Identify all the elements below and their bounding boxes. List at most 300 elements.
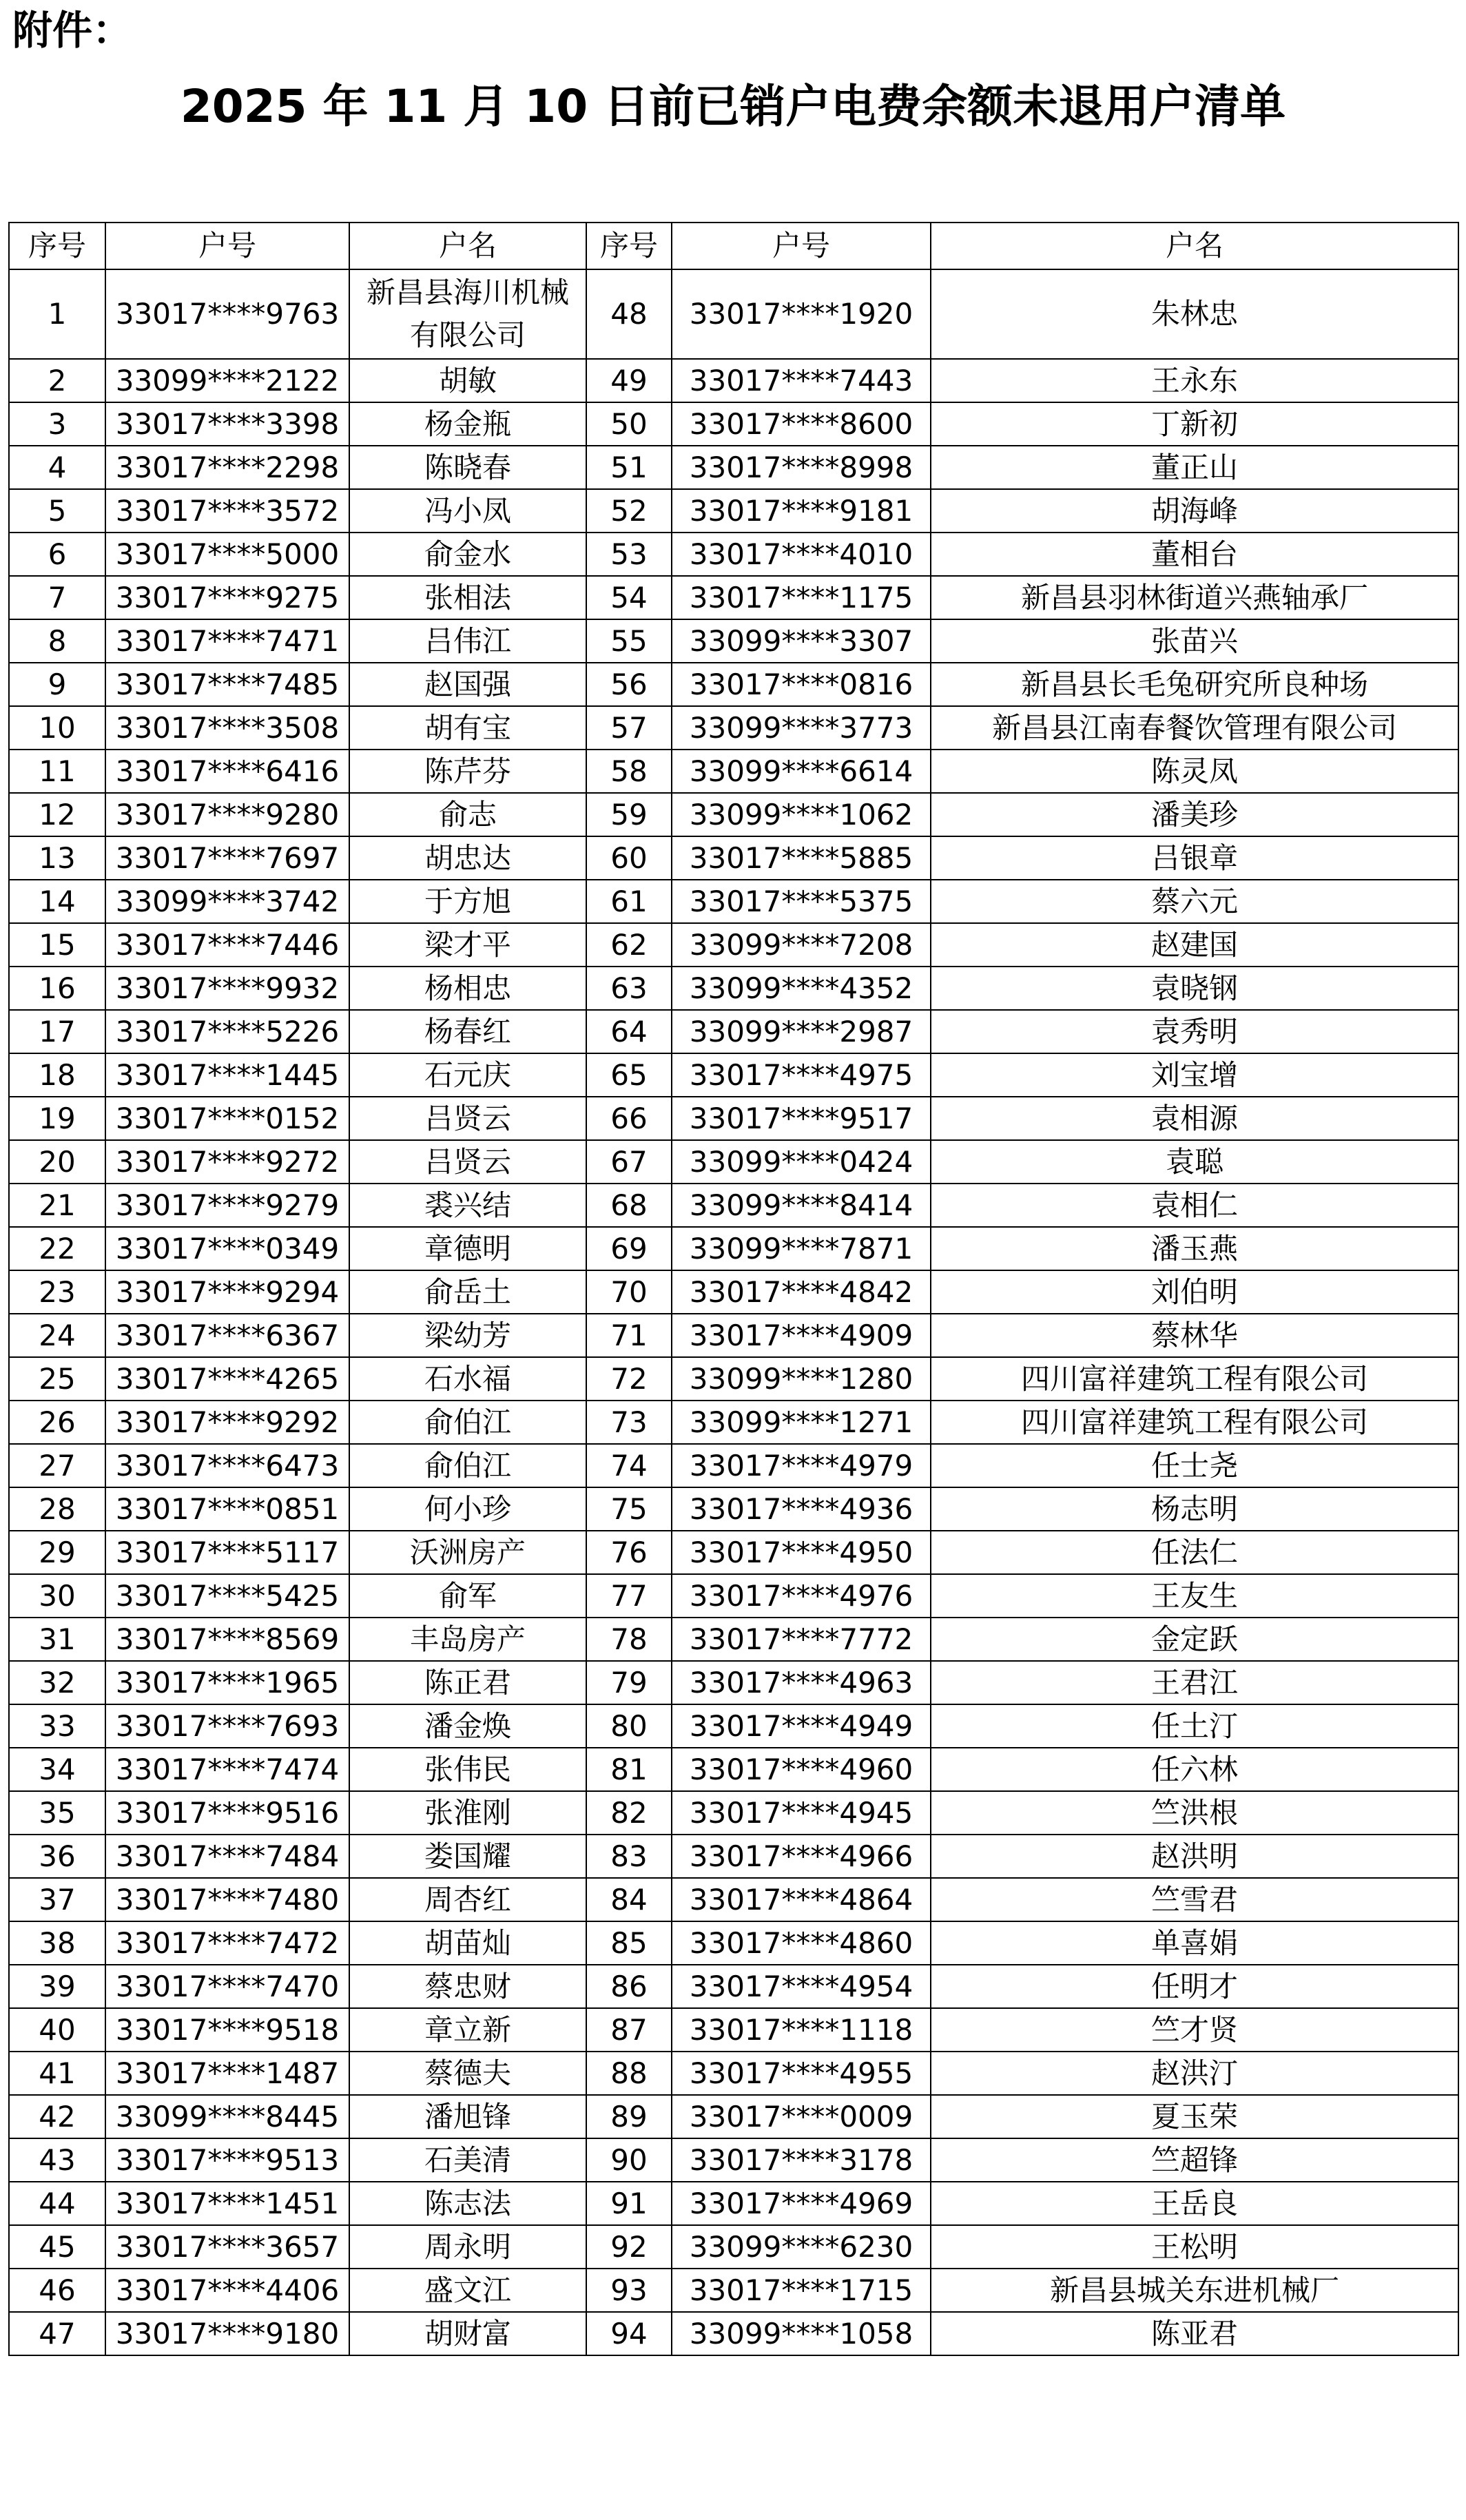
account-no-left-cell: 33017****8569 bbox=[105, 1618, 349, 1661]
account-no-left-cell: 33017****9513 bbox=[105, 2138, 349, 2182]
account-no-left-cell: 33017****1445 bbox=[105, 1053, 349, 1097]
account-name-right-cell: 刘伯明 bbox=[931, 1270, 1458, 1314]
account-no-left-cell: 33017****3657 bbox=[105, 2225, 349, 2269]
seq-right-cell: 72 bbox=[586, 1357, 672, 1401]
table-row bbox=[9, 1748, 1458, 1791]
account-name-right-cell: 潘美珍 bbox=[931, 793, 1458, 836]
account-no-left-cell: 33017****0349 bbox=[105, 1227, 349, 1270]
account-no-left-cell: 33017****7693 bbox=[105, 1704, 349, 1748]
account-name-right-cell: 赵建国 bbox=[931, 923, 1458, 967]
account-no-left-cell: 33017****0152 bbox=[105, 1097, 349, 1140]
account-no-right-cell: 33017****4979 bbox=[672, 1444, 931, 1487]
account-no-left-cell: 33017****1451 bbox=[105, 2182, 349, 2225]
seq-right-cell: 49 bbox=[586, 359, 672, 402]
account-name-left-cell: 俞金水 bbox=[349, 533, 586, 576]
account-no-left-cell: 33017****1487 bbox=[105, 2052, 349, 2095]
table-row bbox=[9, 967, 1458, 1010]
seq-left-cell: 38 bbox=[9, 1921, 105, 1965]
table-row bbox=[9, 1357, 1458, 1401]
seq-right-cell: 48 bbox=[586, 269, 672, 359]
seq-right-cell: 86 bbox=[586, 1965, 672, 2008]
account-name-right-cell: 张苗兴 bbox=[931, 619, 1458, 663]
seq-right-cell: 83 bbox=[586, 1835, 672, 1878]
table-row bbox=[9, 1878, 1458, 1921]
account-name-right-cell: 陈灵凤 bbox=[931, 750, 1458, 793]
seq-left-cell: 41 bbox=[9, 2052, 105, 2095]
account-no-right-cell: 33017****1920 bbox=[672, 269, 931, 359]
account-name-right-cell: 竺超锋 bbox=[931, 2138, 1458, 2182]
account-no-right-cell: 33017****1715 bbox=[672, 2269, 931, 2312]
account-no-left-cell: 33017****7485 bbox=[105, 663, 349, 706]
seq-left-cell: 7 bbox=[9, 576, 105, 619]
account-name-left-cell: 潘旭锋 bbox=[349, 2095, 586, 2138]
account-name-right-cell: 陈亚君 bbox=[931, 2312, 1458, 2355]
account-name-left-cell: 张淮刚 bbox=[349, 1791, 586, 1835]
account-name-left-cell: 何小珍 bbox=[349, 1487, 586, 1531]
account-name-left-cell: 吕伟江 bbox=[349, 619, 586, 663]
account-no-right-cell: 33017****4955 bbox=[672, 2052, 931, 2095]
account-no-left-cell: 33017****7474 bbox=[105, 1748, 349, 1791]
account-no-right-cell: 33017****4010 bbox=[672, 533, 931, 576]
account-no-right-cell: 33017****4936 bbox=[672, 1487, 931, 1531]
table-row bbox=[9, 880, 1458, 923]
seq-left-cell: 9 bbox=[9, 663, 105, 706]
account-name-right-cell: 刘宝增 bbox=[931, 1053, 1458, 1097]
table-row bbox=[9, 576, 1458, 619]
account-name-left-cell: 杨相忠 bbox=[349, 967, 586, 1010]
account-name-left-cell: 陈正君 bbox=[349, 1661, 586, 1704]
account-no-right-cell: 33017****4949 bbox=[672, 1704, 931, 1748]
seq-left-cell: 44 bbox=[9, 2182, 105, 2225]
seq-right-cell: 73 bbox=[586, 1401, 672, 1444]
seq-right-cell: 58 bbox=[586, 750, 672, 793]
account-name-right-cell: 单喜娟 bbox=[931, 1921, 1458, 1965]
seq-right-cell: 76 bbox=[586, 1531, 672, 1574]
seq-right-cell: 77 bbox=[586, 1574, 672, 1618]
table-row bbox=[9, 1010, 1458, 1053]
account-no-left-cell: 33017****5425 bbox=[105, 1574, 349, 1618]
account-no-left-cell: 33017****7472 bbox=[105, 1921, 349, 1965]
table-row bbox=[9, 923, 1458, 967]
table-row bbox=[9, 619, 1458, 663]
account-no-right-cell: 33017****4864 bbox=[672, 1878, 931, 1921]
account-name-right-cell: 新昌县羽林街道兴燕轴承厂 bbox=[931, 576, 1458, 619]
table-row bbox=[9, 2182, 1458, 2225]
account-name-left-cell: 胡有宝 bbox=[349, 706, 586, 750]
account-no-right-cell: 33017****0816 bbox=[672, 663, 931, 706]
seq-left-cell: 19 bbox=[9, 1097, 105, 1140]
account-no-right-cell: 33099****7208 bbox=[672, 923, 931, 967]
seq-right-cell: 62 bbox=[586, 923, 672, 967]
seq-right-cell: 60 bbox=[586, 836, 672, 880]
table-row bbox=[9, 2312, 1458, 2355]
table-row bbox=[9, 1270, 1458, 1314]
table-row bbox=[9, 1184, 1458, 1227]
account-name-right-cell: 竺才贤 bbox=[931, 2008, 1458, 2052]
account-name-right-cell: 吕银章 bbox=[931, 836, 1458, 880]
account-name-right-cell: 任土汀 bbox=[931, 1704, 1458, 1748]
header-account-name-right: 户名 bbox=[931, 223, 1458, 269]
account-no-left-cell: 33017****7471 bbox=[105, 619, 349, 663]
account-name-right-cell: 王岳良 bbox=[931, 2182, 1458, 2225]
seq-left-cell: 27 bbox=[9, 1444, 105, 1487]
account-no-right-cell: 33099****0424 bbox=[672, 1140, 931, 1184]
account-name-right-cell: 竺洪根 bbox=[931, 1791, 1458, 1835]
account-no-right-cell: 33017****4976 bbox=[672, 1574, 931, 1618]
account-name-right-cell: 赵洪汀 bbox=[931, 2052, 1458, 2095]
account-no-right-cell: 33017****4960 bbox=[672, 1748, 931, 1791]
seq-left-cell: 4 bbox=[9, 446, 105, 489]
account-name-right-cell: 蔡林华 bbox=[931, 1314, 1458, 1357]
table-row bbox=[9, 750, 1458, 793]
account-no-right-cell: 33099****1271 bbox=[672, 1401, 931, 1444]
account-no-right-cell: 33017****1175 bbox=[672, 576, 931, 619]
account-name-right-cell: 董相台 bbox=[931, 533, 1458, 576]
account-name-right-cell: 任士尧 bbox=[931, 1444, 1458, 1487]
account-name-right-cell: 王永东 bbox=[931, 359, 1458, 402]
seq-left-cell: 47 bbox=[9, 2312, 105, 2355]
header-seq-left: 序号 bbox=[9, 223, 105, 269]
seq-left-cell: 8 bbox=[9, 619, 105, 663]
table-row bbox=[9, 1618, 1458, 1661]
account-name-left-cell: 裘兴结 bbox=[349, 1184, 586, 1227]
seq-left-cell: 28 bbox=[9, 1487, 105, 1531]
account-name-left-cell: 周杏红 bbox=[349, 1878, 586, 1921]
seq-right-cell: 78 bbox=[586, 1618, 672, 1661]
account-name-right-cell: 胡海峰 bbox=[931, 489, 1458, 533]
seq-right-cell: 51 bbox=[586, 446, 672, 489]
seq-left-cell: 23 bbox=[9, 1270, 105, 1314]
table-row bbox=[9, 533, 1458, 576]
table-row bbox=[9, 663, 1458, 706]
table-row bbox=[9, 1704, 1458, 1748]
account-no-right-cell: 33099****6230 bbox=[672, 2225, 931, 2269]
table-row bbox=[9, 2052, 1458, 2095]
seq-right-cell: 80 bbox=[586, 1704, 672, 1748]
account-name-right-cell: 四川富祥建筑工程有限公司 bbox=[931, 1357, 1458, 1401]
account-no-left-cell: 33017****9280 bbox=[105, 793, 349, 836]
seq-left-cell: 6 bbox=[9, 533, 105, 576]
account-no-right-cell: 33099****7871 bbox=[672, 1227, 931, 1270]
seq-right-cell: 79 bbox=[586, 1661, 672, 1704]
account-no-right-cell: 33017****8600 bbox=[672, 402, 931, 446]
seq-right-cell: 57 bbox=[586, 706, 672, 750]
account-name-left-cell: 周永明 bbox=[349, 2225, 586, 2269]
account-name-left-cell: 杨金瓶 bbox=[349, 402, 586, 446]
table-row bbox=[9, 1314, 1458, 1357]
account-name-left-cell: 丰岛房产 bbox=[349, 1618, 586, 1661]
account-no-left-cell: 33017****9292 bbox=[105, 1401, 349, 1444]
account-name-left-cell: 章德明 bbox=[349, 1227, 586, 1270]
seq-right-cell: 52 bbox=[586, 489, 672, 533]
account-name-left-cell: 石美清 bbox=[349, 2138, 586, 2182]
account-name-right-cell: 袁聪 bbox=[931, 1140, 1458, 1184]
header-account-name-left: 户名 bbox=[349, 223, 586, 269]
account-name-left-cell: 俞伯江 bbox=[349, 1444, 586, 1487]
account-name-right-cell: 任法仁 bbox=[931, 1531, 1458, 1574]
seq-right-cell: 92 bbox=[586, 2225, 672, 2269]
seq-left-cell: 33 bbox=[9, 1704, 105, 1748]
account-no-right-cell: 33017****1118 bbox=[672, 2008, 931, 2052]
seq-left-cell: 21 bbox=[9, 1184, 105, 1227]
seq-left-cell: 16 bbox=[9, 967, 105, 1010]
seq-right-cell: 67 bbox=[586, 1140, 672, 1184]
seq-right-cell: 87 bbox=[586, 2008, 672, 2052]
account-no-right-cell: 33017****7772 bbox=[672, 1618, 931, 1661]
seq-right-cell: 88 bbox=[586, 2052, 672, 2095]
seq-left-cell: 24 bbox=[9, 1314, 105, 1357]
table-row bbox=[9, 1053, 1458, 1097]
account-name-left-cell: 梁才平 bbox=[349, 923, 586, 967]
header-account-no-right: 户号 bbox=[672, 223, 931, 269]
account-no-right-cell: 33017****9517 bbox=[672, 1097, 931, 1140]
account-no-right-cell: 33099****1062 bbox=[672, 793, 931, 836]
account-no-right-cell: 33017****0009 bbox=[672, 2095, 931, 2138]
table-row bbox=[9, 706, 1458, 750]
account-no-left-cell: 33017****5226 bbox=[105, 1010, 349, 1053]
account-name-right-cell: 新昌县长毛兔研究所良种场 bbox=[931, 663, 1458, 706]
table-row bbox=[9, 1487, 1458, 1531]
seq-left-cell: 20 bbox=[9, 1140, 105, 1184]
header-account-no-left: 户号 bbox=[105, 223, 349, 269]
seq-right-cell: 65 bbox=[586, 1053, 672, 1097]
seq-left-cell: 13 bbox=[9, 836, 105, 880]
seq-right-cell: 85 bbox=[586, 1921, 672, 1965]
table-row bbox=[9, 1097, 1458, 1140]
account-no-left-cell: 33017****4406 bbox=[105, 2269, 349, 2312]
account-name-right-cell: 袁秀明 bbox=[931, 1010, 1458, 1053]
seq-right-cell: 64 bbox=[586, 1010, 672, 1053]
seq-left-cell: 31 bbox=[9, 1618, 105, 1661]
table-row bbox=[9, 446, 1458, 489]
account-name-left-cell: 盛文江 bbox=[349, 2269, 586, 2312]
seq-left-cell: 42 bbox=[9, 2095, 105, 2138]
table-row bbox=[9, 1227, 1458, 1270]
seq-right-cell: 59 bbox=[586, 793, 672, 836]
seq-left-cell: 22 bbox=[9, 1227, 105, 1270]
table-row bbox=[9, 1661, 1458, 1704]
account-name-right-cell: 丁新初 bbox=[931, 402, 1458, 446]
seq-left-cell: 1 bbox=[9, 269, 105, 359]
account-no-right-cell: 33017****8998 bbox=[672, 446, 931, 489]
account-name-left-cell: 胡敏 bbox=[349, 359, 586, 402]
account-no-left-cell: 33017****3398 bbox=[105, 402, 349, 446]
seq-left-cell: 43 bbox=[9, 2138, 105, 2182]
account-no-left-cell: 33017****9294 bbox=[105, 1270, 349, 1314]
account-no-right-cell: 33017****4909 bbox=[672, 1314, 931, 1357]
account-name-left-cell: 吕贤云 bbox=[349, 1097, 586, 1140]
table-body bbox=[9, 269, 1458, 2355]
seq-left-cell: 14 bbox=[9, 880, 105, 923]
account-no-right-cell: 33099****8414 bbox=[672, 1184, 931, 1227]
account-name-left-cell: 石元庆 bbox=[349, 1053, 586, 1097]
account-no-left-cell: 33017****7484 bbox=[105, 1835, 349, 1878]
account-name-left-cell: 陈芹芬 bbox=[349, 750, 586, 793]
seq-right-cell: 56 bbox=[586, 663, 672, 706]
account-no-right-cell: 33017****3178 bbox=[672, 2138, 931, 2182]
seq-right-cell: 91 bbox=[586, 2182, 672, 2225]
account-name-left-cell: 陈志法 bbox=[349, 2182, 586, 2225]
seq-left-cell: 25 bbox=[9, 1357, 105, 1401]
table-row bbox=[9, 793, 1458, 836]
seq-right-cell: 53 bbox=[586, 533, 672, 576]
account-no-right-cell: 33017****4860 bbox=[672, 1921, 931, 1965]
table-row bbox=[9, 1965, 1458, 2008]
account-name-right-cell: 王君江 bbox=[931, 1661, 1458, 1704]
account-no-left-cell: 33017****6416 bbox=[105, 750, 349, 793]
account-no-right-cell: 33017****4842 bbox=[672, 1270, 931, 1314]
seq-right-cell: 68 bbox=[586, 1184, 672, 1227]
account-no-left-cell: 33017****9932 bbox=[105, 967, 349, 1010]
table-row bbox=[9, 2138, 1458, 2182]
account-no-left-cell: 33017****3508 bbox=[105, 706, 349, 750]
account-name-left-cell: 梁幼芳 bbox=[349, 1314, 586, 1357]
account-name-left-cell: 胡忠达 bbox=[349, 836, 586, 880]
account-name-right-cell: 王松明 bbox=[931, 2225, 1458, 2269]
account-no-right-cell: 33099****3773 bbox=[672, 706, 931, 750]
account-name-left-cell: 吕贤云 bbox=[349, 1140, 586, 1184]
account-name-left-cell: 章立新 bbox=[349, 2008, 586, 2052]
account-no-right-cell: 33017****7443 bbox=[672, 359, 931, 402]
account-name-right-cell: 竺雪君 bbox=[931, 1878, 1458, 1921]
account-name-right-cell: 董正山 bbox=[931, 446, 1458, 489]
account-name-right-cell: 新昌县城关东进机械厂 bbox=[931, 2269, 1458, 2312]
account-name-left-cell: 杨春红 bbox=[349, 1010, 586, 1053]
account-name-left-cell: 蔡忠财 bbox=[349, 1965, 586, 2008]
seq-left-cell: 12 bbox=[9, 793, 105, 836]
seq-right-cell: 70 bbox=[586, 1270, 672, 1314]
account-name-left-cell: 沃洲房产 bbox=[349, 1531, 586, 1574]
table-row bbox=[9, 2095, 1458, 2138]
seq-right-cell: 84 bbox=[586, 1878, 672, 1921]
account-name-left-cell: 蔡德夫 bbox=[349, 2052, 586, 2095]
table-row bbox=[9, 1444, 1458, 1487]
account-no-right-cell: 33099****6614 bbox=[672, 750, 931, 793]
seq-left-cell: 17 bbox=[9, 1010, 105, 1053]
seq-left-cell: 37 bbox=[9, 1878, 105, 1921]
seq-right-cell: 89 bbox=[586, 2095, 672, 2138]
account-no-right-cell: 33099****3307 bbox=[672, 619, 931, 663]
account-no-right-cell: 33099****1058 bbox=[672, 2312, 931, 2355]
table-row bbox=[9, 402, 1458, 446]
seq-left-cell: 26 bbox=[9, 1401, 105, 1444]
seq-right-cell: 74 bbox=[586, 1444, 672, 1487]
account-name-right-cell: 赵洪明 bbox=[931, 1835, 1458, 1878]
seq-right-cell: 93 bbox=[586, 2269, 672, 2312]
seq-right-cell: 66 bbox=[586, 1097, 672, 1140]
table-row bbox=[9, 359, 1458, 402]
account-name-left-cell: 新昌县海川机械有限公司 bbox=[349, 269, 586, 359]
account-no-left-cell: 33017****9516 bbox=[105, 1791, 349, 1835]
seq-left-cell: 36 bbox=[9, 1835, 105, 1878]
account-no-left-cell: 33099****8445 bbox=[105, 2095, 349, 2138]
account-no-left-cell: 33017****9275 bbox=[105, 576, 349, 619]
account-name-right-cell: 袁相源 bbox=[931, 1097, 1458, 1140]
account-no-left-cell: 33017****1965 bbox=[105, 1661, 349, 1704]
account-no-left-cell: 33017****9279 bbox=[105, 1184, 349, 1227]
account-no-left-cell: 33017****7470 bbox=[105, 1965, 349, 2008]
table-row bbox=[9, 1791, 1458, 1835]
account-name-right-cell: 杨志明 bbox=[931, 1487, 1458, 1531]
attachment-label: 附件： bbox=[12, 7, 133, 54]
account-no-left-cell: 33017****6367 bbox=[105, 1314, 349, 1357]
table-row bbox=[9, 1921, 1458, 1965]
seq-right-cell: 75 bbox=[586, 1487, 672, 1531]
account-name-right-cell: 夏玉荣 bbox=[931, 2095, 1458, 2138]
account-no-left-cell: 33017****7697 bbox=[105, 836, 349, 880]
table-row bbox=[9, 1835, 1458, 1878]
account-table bbox=[8, 222, 1459, 2356]
account-name-left-cell: 冯小凤 bbox=[349, 489, 586, 533]
seq-right-cell: 94 bbox=[586, 2312, 672, 2355]
seq-right-cell: 50 bbox=[586, 402, 672, 446]
account-name-right-cell: 袁相仁 bbox=[931, 1184, 1458, 1227]
account-no-right-cell: 33017****4963 bbox=[672, 1661, 931, 1704]
seq-right-cell: 82 bbox=[586, 1791, 672, 1835]
seq-left-cell: 46 bbox=[9, 2269, 105, 2312]
account-no-right-cell: 33017****4950 bbox=[672, 1531, 931, 1574]
seq-left-cell: 29 bbox=[9, 1531, 105, 1574]
account-name-left-cell: 俞伯江 bbox=[349, 1401, 586, 1444]
account-no-right-cell: 33017****4975 bbox=[672, 1053, 931, 1097]
account-name-left-cell: 胡苗灿 bbox=[349, 1921, 586, 1965]
account-no-left-cell: 33017****4265 bbox=[105, 1357, 349, 1401]
table-row bbox=[9, 269, 1458, 359]
account-name-left-cell: 潘金焕 bbox=[349, 1704, 586, 1748]
table-row bbox=[9, 2269, 1458, 2312]
table-row bbox=[9, 2008, 1458, 2052]
account-name-right-cell: 任明才 bbox=[931, 1965, 1458, 2008]
seq-right-cell: 81 bbox=[586, 1748, 672, 1791]
seq-left-cell: 34 bbox=[9, 1748, 105, 1791]
account-no-left-cell: 33017****2298 bbox=[105, 446, 349, 489]
account-name-left-cell: 石水福 bbox=[349, 1357, 586, 1401]
account-name-left-cell: 陈晓春 bbox=[349, 446, 586, 489]
account-no-left-cell: 33017****9180 bbox=[105, 2312, 349, 2355]
seq-left-cell: 35 bbox=[9, 1791, 105, 1835]
account-no-left-cell: 33017****7446 bbox=[105, 923, 349, 967]
table-header-row bbox=[9, 223, 1458, 269]
account-no-right-cell: 33017****9181 bbox=[672, 489, 931, 533]
account-no-right-cell: 33017****4969 bbox=[672, 2182, 931, 2225]
seq-left-cell: 18 bbox=[9, 1053, 105, 1097]
account-no-right-cell: 33017****5885 bbox=[672, 836, 931, 880]
seq-left-cell: 2 bbox=[9, 359, 105, 402]
account-name-left-cell: 俞志 bbox=[349, 793, 586, 836]
account-no-left-cell: 33099****2122 bbox=[105, 359, 349, 402]
seq-right-cell: 55 bbox=[586, 619, 672, 663]
seq-left-cell: 32 bbox=[9, 1661, 105, 1704]
seq-left-cell: 3 bbox=[9, 402, 105, 446]
account-name-right-cell: 蔡六元 bbox=[931, 880, 1458, 923]
account-no-right-cell: 33017****4945 bbox=[672, 1791, 931, 1835]
document-title: 2025 年 11 月 10 日前已销户电费余额未退用户清单 bbox=[180, 80, 1286, 133]
table-row bbox=[9, 836, 1458, 880]
account-name-right-cell: 金定跃 bbox=[931, 1618, 1458, 1661]
account-no-right-cell: 33099****1280 bbox=[672, 1357, 931, 1401]
seq-left-cell: 15 bbox=[9, 923, 105, 967]
account-name-left-cell: 胡财富 bbox=[349, 2312, 586, 2355]
account-no-left-cell: 33017****3572 bbox=[105, 489, 349, 533]
table-row bbox=[9, 2225, 1458, 2269]
account-name-left-cell: 娄国耀 bbox=[349, 1835, 586, 1878]
account-name-left-cell: 俞军 bbox=[349, 1574, 586, 1618]
account-no-right-cell: 33099****4352 bbox=[672, 967, 931, 1010]
seq-left-cell: 45 bbox=[9, 2225, 105, 2269]
table-row bbox=[9, 1531, 1458, 1574]
account-name-right-cell: 朱林忠 bbox=[931, 269, 1458, 359]
seq-right-cell: 63 bbox=[586, 967, 672, 1010]
